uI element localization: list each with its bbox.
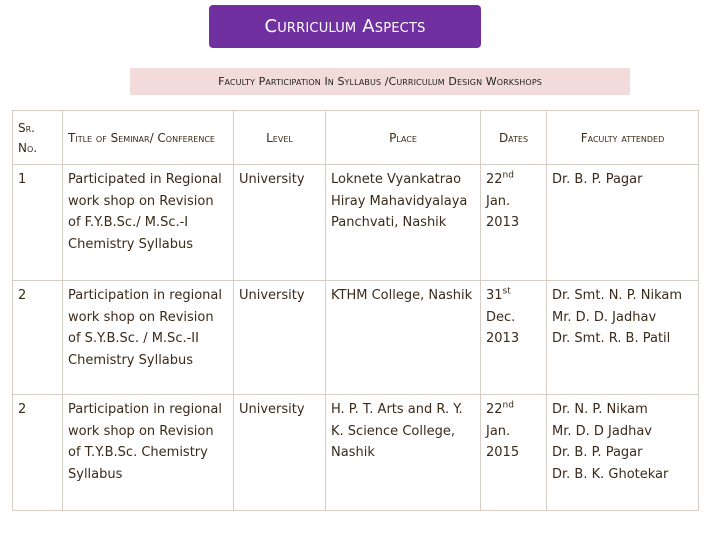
cell-sr: 2: [13, 281, 63, 395]
date-suffix: nd: [502, 400, 514, 411]
cell-faculty: Dr. B. P. Pagar: [547, 165, 699, 281]
header-faculty: Faculty attended: [547, 111, 699, 165]
cell-faculty: Dr. Smt. N. P. Nikam Mr. D. D. Jadhav Dr. Smt. R. B. Patil: [547, 281, 699, 395]
date-rest: Dec. 2013: [486, 309, 520, 346]
cell-faculty: Dr. N. P. Nikam Mr. D. D Jadhav Dr. B. P. Pagar Dr. B. K. Ghotekar: [547, 395, 699, 511]
table-row: [13, 395, 699, 511]
page-title: Curriculum Aspects: [209, 5, 481, 48]
workshops-table: [12, 110, 699, 511]
date-rest: Jan. 2015: [486, 423, 520, 460]
cell-date: [481, 395, 547, 511]
header-place: Place: [326, 111, 481, 165]
date-suffix: nd: [502, 170, 514, 181]
cell-level: University: [234, 165, 326, 281]
cell-level: University: [234, 281, 326, 395]
cell-title: Participation in regional work shop on Revision of T.Y.B.Sc. Chemistry Syllabus: [63, 395, 234, 511]
table-header-row: [13, 111, 699, 165]
cell-place: KTHM College, Nashik: [326, 281, 481, 395]
cell-sr: 1: [13, 165, 63, 281]
cell-title: Participation in regional work shop on Revision of S.Y.B.Sc. / M.Sc.-II Chemistry Syllabus: [63, 281, 234, 395]
cell-date: [481, 281, 547, 395]
date-day: 22: [486, 172, 503, 187]
cell-level: University: [234, 395, 326, 511]
date-day: 31: [486, 288, 503, 303]
date-day: 22: [486, 402, 503, 417]
cell-title: Participated in Regional work shop on Revision of F.Y.B.Sc./ M.Sc.-I Chemistry Syllabus: [63, 165, 234, 281]
cell-place: H. P. T. Arts and R. Y. K. Science College, Nashik: [326, 395, 481, 511]
cell-date: [481, 165, 547, 281]
cell-sr: 2: [13, 395, 63, 511]
page-subtitle: Faculty Participation In Syllabus /Curriculum Design Workshops: [130, 68, 630, 95]
header-dates: Dates: [481, 111, 547, 165]
table-row: [13, 165, 699, 281]
cell-place: Loknete Vyankatrao Hiray Mahavidyalaya Panchvati, Nashik: [326, 165, 481, 281]
header-level: Level: [234, 111, 326, 165]
table-row: [13, 281, 699, 395]
header-sr-no: Sr. No.: [13, 111, 63, 165]
header-title: Title of Seminar/ Conference: [63, 111, 234, 165]
date-suffix: st: [502, 286, 511, 297]
date-rest: Jan. 2013: [486, 193, 520, 230]
